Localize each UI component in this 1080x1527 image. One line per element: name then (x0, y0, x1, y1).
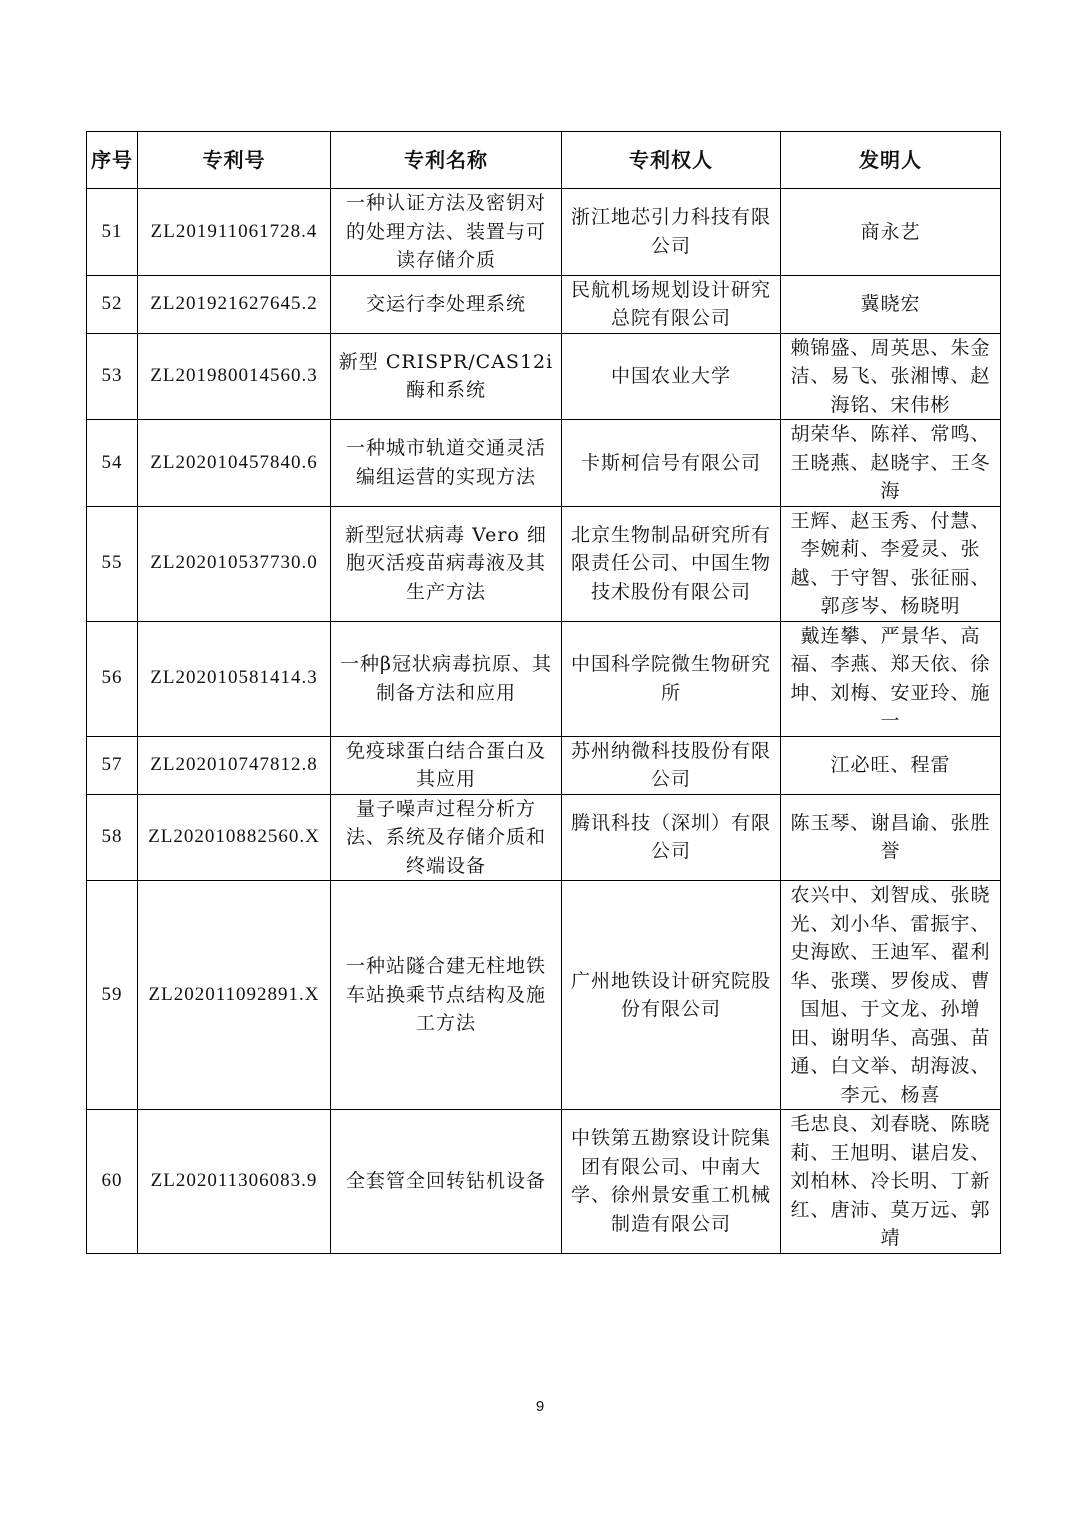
cell-inventors: 商永艺 (781, 189, 1001, 276)
cell-patent-holder: 浙江地芯引力科技有限公司 (562, 189, 781, 276)
table-row (87, 621, 1001, 736)
cell-patent-name: 量子噪声过程分析方法、系统及存储介质和终端设备 (331, 794, 562, 881)
header-patent-name: 专利名称 (331, 132, 562, 189)
cell-patent-no: ZL202011306083.9 (138, 1110, 331, 1254)
header-patent-holder: 专利权人 (562, 132, 781, 189)
cell-patent-holder: 民航机场规划设计研究总院有限公司 (562, 275, 781, 333)
cell-inventors: 江必旺、程雷 (781, 736, 1001, 794)
table-row (87, 420, 1001, 507)
cell-seq: 51 (87, 189, 138, 276)
cell-seq: 58 (87, 794, 138, 881)
table-row (87, 189, 1001, 276)
cell-seq: 53 (87, 333, 138, 420)
header-inventors: 发明人 (781, 132, 1001, 189)
cell-patent-name: 一种城市轨道交通灵活编组运营的实现方法 (331, 420, 562, 507)
cell-patent-holder: 腾讯科技（深圳）有限公司 (562, 794, 781, 881)
table-row (87, 881, 1001, 1110)
table-row (87, 333, 1001, 420)
cell-patent-no: ZL202010581414.3 (138, 621, 331, 736)
cell-seq: 57 (87, 736, 138, 794)
cell-patent-name: 免疫球蛋白结合蛋白及其应用 (331, 736, 562, 794)
cell-inventors: 毛忠良、刘春晓、陈晓莉、王旭明、谌启发、刘柏林、冷长明、丁新红、唐沛、莫万远、郭靖 (781, 1110, 1001, 1254)
cell-patent-name: 全套管全回转钻机设备 (331, 1110, 562, 1254)
cell-patent-name: 一种站隧合建无柱地铁车站换乘节点结构及施工方法 (331, 881, 562, 1110)
cell-inventors: 冀晓宏 (781, 275, 1001, 333)
table-header-row (87, 132, 1001, 189)
cell-patent-no: ZL202010457840.6 (138, 420, 331, 507)
cell-patent-name: 一种认证方法及密钥对的处理方法、装置与可读存储介质 (331, 189, 562, 276)
cell-inventors: 胡荣华、陈祥、常鸣、王晓燕、赵晓宇、王冬海 (781, 420, 1001, 507)
cell-patent-name: 新型 CRISPR/CAS12i 酶和系统 (331, 333, 562, 420)
table-row (87, 736, 1001, 794)
cell-seq: 52 (87, 275, 138, 333)
cell-patent-holder: 北京生物制品研究所有限责任公司、中国生物技术股份有限公司 (562, 506, 781, 621)
cell-patent-no: ZL202010747812.8 (138, 736, 331, 794)
table-row (87, 1110, 1001, 1254)
cell-inventors: 陈玉琴、谢昌谕、张胜誉 (781, 794, 1001, 881)
cell-seq: 56 (87, 621, 138, 736)
cell-patent-holder: 苏州纳微科技股份有限公司 (562, 736, 781, 794)
patent-table (86, 131, 1001, 1254)
cell-patent-no: ZL202011092891.X (138, 881, 331, 1110)
table-row (87, 794, 1001, 881)
cell-seq: 59 (87, 881, 138, 1110)
cell-patent-no: ZL201911061728.4 (138, 189, 331, 276)
cell-inventors: 农兴中、刘智成、张晓光、刘小华、雷振宇、史海欧、王迪军、翟利华、张璞、罗俊成、曹国旭、于文龙、孙增田、谢明华、高强、苗通、白文举、胡海波、李元、杨喜 (781, 881, 1001, 1110)
cell-patent-holder: 卡斯柯信号有限公司 (562, 420, 781, 507)
table-row (87, 506, 1001, 621)
cell-inventors: 王辉、赵玉秀、付慧、李婉莉、李爱灵、张越、于守智、张征丽、郭彦岑、杨晓明 (781, 506, 1001, 621)
cell-patent-no: ZL201921627645.2 (138, 275, 331, 333)
header-patent-no: 专利号 (138, 132, 331, 189)
cell-seq: 54 (87, 420, 138, 507)
cell-patent-no: ZL201980014560.3 (138, 333, 331, 420)
cell-inventors: 戴连攀、严景华、高福、李燕、郑天依、徐坤、刘梅、安亚玲、施一 (781, 621, 1001, 736)
cell-patent-name: 一种β冠状病毒抗原、其制备方法和应用 (331, 621, 562, 736)
cell-inventors: 赖锦盛、周英思、朱金洁、易飞、张湘博、赵海铭、宋伟彬 (781, 333, 1001, 420)
page-number: 9 (535, 1398, 545, 1415)
cell-seq: 55 (87, 506, 138, 621)
cell-patent-name: 交运行李处理系统 (331, 275, 562, 333)
cell-patent-holder: 中铁第五勘察设计院集团有限公司、中南大学、徐州景安重工机械制造有限公司 (562, 1110, 781, 1254)
cell-patent-name: 新型冠状病毒 Vero 细胞灭活疫苗病毒液及其生产方法 (331, 506, 562, 621)
table-row (87, 275, 1001, 333)
cell-seq: 60 (87, 1110, 138, 1254)
cell-patent-holder: 中国农业大学 (562, 333, 781, 420)
cell-patent-holder: 中国科学院微生物研究所 (562, 621, 781, 736)
header-seq: 序号 (87, 132, 138, 189)
cell-patent-holder: 广州地铁设计研究院股份有限公司 (562, 881, 781, 1110)
cell-patent-no: ZL202010537730.0 (138, 506, 331, 621)
cell-patent-no: ZL202010882560.X (138, 794, 331, 881)
